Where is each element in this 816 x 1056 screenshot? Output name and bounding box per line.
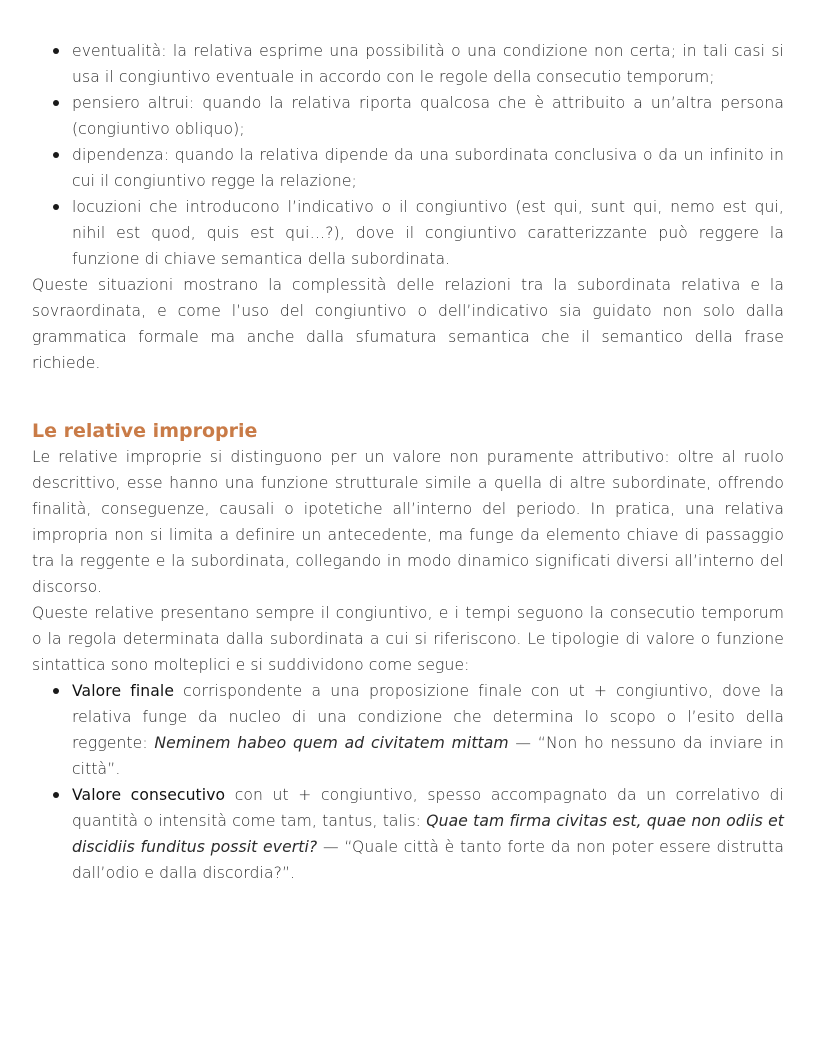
translation-text: — “Quale città è tanto forte da non poter essere distrutta dall’odio e dalla discordia?”.: [72, 838, 784, 882]
paragraph-situazioni: Queste situazioni mostrano la complessità delle relazioni tra la subordinata relativa e la sovraordinata, e come l’uso del congiuntivo o dell’indicativo sia guidato non solo dalla grammatica formale ma anche dalla sfumatura semantica che il semantico della frase richiede.: [32, 276, 784, 372]
term-label: Valore consecutivo: [72, 786, 226, 804]
list-item: eventualità: la relativa esprime una possibilità o una condizione non certa; in tali casi si usa il congiuntivo eventuale in accordo con le regole della consecutio temporum;: [72, 38, 784, 90]
list-item: pensiero altrui: quando la relativa riporta qualcosa che è attribuito a un’altra persona (congiuntivo obliquo);: [72, 90, 784, 142]
latin-example: Neminem habeo quem ad civitatem mittam: [154, 734, 509, 752]
translation-text: — “Non ho nessuno da inviare in città”.: [72, 734, 784, 778]
list-item: locuzioni che introducono l’indicativo o il congiuntivo (est qui, sunt qui, nemo est qui, nihil est quod, quis est qui…?), dove il congiuntivo caratterizzante può reggere la funzione di chiave semantica della subordinata.: [72, 194, 784, 272]
value-list: [32, 678, 784, 886]
paragraph-congiuntivo: Queste relative presentano sempre il congiuntivo, e i tempi seguono la consecutio temporum o la regola determinata dalla subordinata a cui si riferiscono. Le tipologie di valore o funzione sintattica sono molteplici e si suddividono come segue:: [32, 604, 784, 674]
list-item-valore-finale: [72, 678, 784, 782]
circumstances-list: [32, 38, 784, 272]
latin-example: Quae tam firma civitas est, quae non odiis et discidiis funditus possit everti?: [72, 812, 784, 856]
list-item-valore-consecutivo: [72, 782, 784, 886]
item-text: con ut + congiuntivo, spesso accompagnato da un correlativo di quantità o intensità come tam, tantus, talis:: [72, 786, 784, 830]
list-item: dipendenza: quando la relativa dipende da una subordinata conclusiva o da un infinito in cui il congiuntivo regge la relazione;: [72, 142, 784, 194]
item-text: corrispondente a una proposizione finale con ut + congiuntivo, dove la relativa funge da nucleo di una condizione che determina lo scopo o l’esito della reggente:: [72, 682, 784, 752]
term-label: Valore finale: [72, 682, 175, 700]
paragraph-intro: Le relative improprie si distinguono per un valore non puramente attributivo: oltre al ruolo descrittivo, esse hanno una funzione strutturale simile a quella di altre subordinate, offrendo finalità, conseguenze, causali o ipotetiche all’interno del periodo. In pratica, una relativa impropria non si limita a definire un antecedente, ma funge da elemento chiave di passaggio tra la reggente e la subordinata, collegando in modo dinamico significati diversi all’interno del discorso.: [32, 448, 784, 596]
section-heading: Le relative improprie: [32, 420, 258, 442]
